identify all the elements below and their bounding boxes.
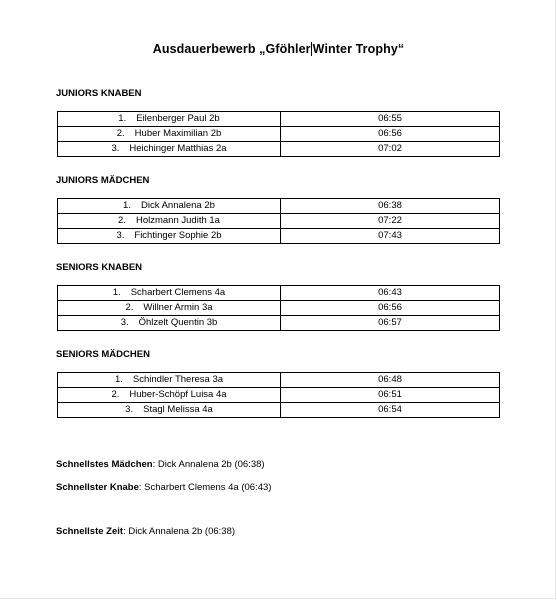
rank-label: 1. [114, 374, 123, 385]
summary-value: : Dick Annalena 2b (06:38) [152, 459, 265, 470]
time-cell: 06:57 [281, 316, 500, 331]
time-cell: 07:02 [281, 142, 500, 157]
table-row [58, 301, 500, 316]
summary-fastest-time [56, 526, 235, 537]
title-part-1: Ausdauerbewerb „Gföhler [152, 42, 311, 56]
name-cell [58, 286, 281, 301]
table-row [58, 373, 500, 388]
name-cell [58, 403, 281, 418]
name-cell [58, 142, 281, 157]
results-table-juniors-knaben [57, 111, 500, 157]
athlete-name: Eilenberger Paul 2b [136, 113, 220, 124]
name-cell [58, 229, 281, 244]
summary-fastest-boy [56, 482, 271, 493]
table-row [58, 403, 500, 418]
time-cell: 06:43 [281, 286, 500, 301]
table-row [58, 286, 500, 301]
time-cell: 06:54 [281, 403, 500, 418]
athlete-name: Dick Annalena 2b [140, 200, 215, 211]
athlete-name: Heichinger Matthias 2a [129, 143, 227, 154]
rank-label: 1. [123, 200, 131, 211]
table-row [58, 229, 500, 244]
rank-label: 2. [118, 215, 126, 226]
summary-label: Schnellste Zeit [56, 526, 124, 537]
athlete-name: Fichtinger Sophie 2b [134, 230, 222, 241]
name-cell [58, 127, 281, 142]
time-cell: 06:38 [281, 199, 500, 214]
table-row [58, 388, 500, 403]
table-row [58, 199, 500, 214]
athlete-name: Schindler Theresa 3a [132, 374, 224, 385]
rank-label: 1. [118, 113, 127, 124]
athlete-name: Stagl Melissa 4a [143, 404, 213, 415]
name-cell [58, 316, 281, 331]
time-cell: 06:55 [281, 112, 500, 127]
time-cell: 06:56 [281, 301, 500, 316]
table-row [58, 127, 500, 142]
athlete-name: Huber-Schöpf Luisa 4a [129, 389, 227, 400]
summary-value: : Dick Annalena 2b (06:38) [123, 526, 236, 537]
summary-value: : Scharbert Clemens 4a (06:43) [138, 482, 272, 493]
rank-label: 3. [120, 317, 129, 328]
athlete-name: Öhlzelt Quentin 3b [138, 317, 218, 328]
athlete-name: Huber Maximilian 2b [134, 128, 222, 139]
results-table-seniors-knaben [57, 285, 500, 331]
time-cell: 07:43 [281, 229, 500, 244]
name-cell [58, 388, 281, 403]
table-row [58, 214, 500, 229]
athlete-name: Scharbert Clemens 4a [130, 287, 226, 298]
athlete-name: Holzmann Judith 1a [135, 215, 220, 226]
rank-label: 3. [116, 230, 125, 241]
name-cell [58, 112, 281, 127]
table-row [58, 142, 500, 157]
table-row [58, 112, 500, 127]
section-heading-juniors-maedchen: JUNIORS MÄDCHEN [56, 175, 150, 186]
title-part-2: Winter Trophy“ [312, 42, 405, 56]
name-cell [58, 373, 281, 388]
table-row [58, 316, 500, 331]
name-cell [58, 301, 281, 316]
rank-label: 2. [116, 128, 125, 139]
section-heading-seniors-maedchen: SENIORS MÄDCHEN [56, 349, 150, 360]
athlete-name: Willner Armin 3a [143, 302, 213, 313]
rank-label: 2. [111, 389, 120, 400]
name-cell [58, 199, 281, 214]
section-heading-juniors-knaben: JUNIORS KNABEN [56, 88, 142, 99]
rank-label: 3. [111, 143, 120, 154]
rank-label: 3. [125, 404, 134, 415]
section-heading-seniors-knaben: SENIORS KNABEN [56, 262, 143, 273]
summary-label: Schnellstes Mädchen [56, 459, 153, 470]
document-title [0, 42, 557, 56]
summary-fastest-girl [56, 459, 265, 470]
time-cell: 07:22 [281, 214, 500, 229]
time-cell: 06:51 [281, 388, 500, 403]
results-table-seniors-maedchen [57, 372, 500, 418]
summary-label: Schnellster Knabe [56, 482, 139, 493]
rank-label: 1. [112, 287, 121, 298]
rank-label: 2. [125, 302, 134, 313]
time-cell: 06:48 [281, 373, 500, 388]
results-table-juniors-maedchen [57, 198, 500, 244]
time-cell: 06:56 [281, 127, 500, 142]
name-cell [58, 214, 281, 229]
